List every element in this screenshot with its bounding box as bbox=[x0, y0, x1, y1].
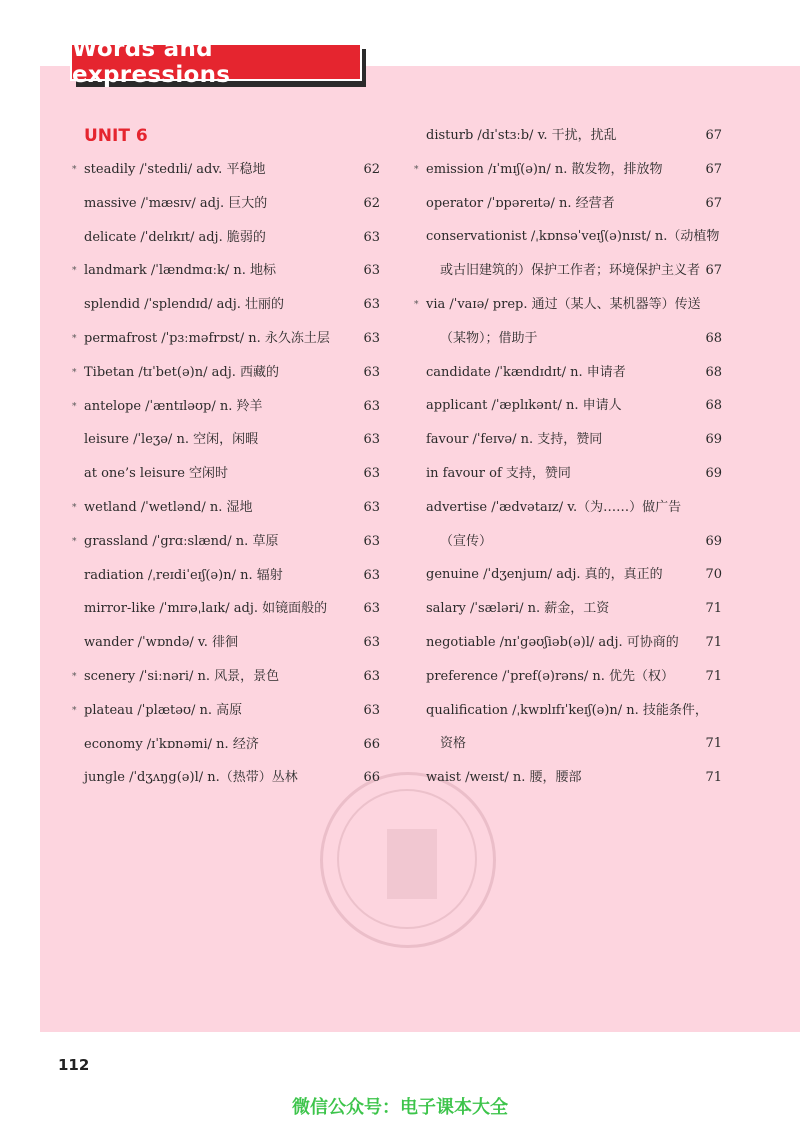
vocab-entry bbox=[70, 191, 380, 217]
vocab-entry-text: favour /ˈfeɪvə/ n. 支持，赞同 bbox=[426, 432, 603, 448]
vocab-entry-page: 71 bbox=[705, 770, 722, 786]
vocab-entry bbox=[70, 563, 380, 589]
vocab-entry-page: 67 bbox=[705, 195, 722, 211]
vocab-entry bbox=[412, 224, 722, 250]
vocab-entry bbox=[412, 292, 722, 318]
vocab-entry-page: 68 bbox=[705, 398, 722, 414]
key-word-star: * bbox=[72, 401, 77, 412]
vocab-entry-text: antelope /ˈæntɪləʊp/ n. 羚羊 bbox=[84, 398, 263, 414]
vocab-entry-page: 63 bbox=[363, 533, 380, 549]
vocab-entry-page: 63 bbox=[363, 500, 380, 515]
vocab-entry-page: 71 bbox=[705, 736, 722, 752]
vocab-entry-text: advertise /ˈædvətaɪz/ v.（为……）做广告 bbox=[426, 499, 682, 515]
vocab-entry bbox=[70, 292, 380, 318]
vocab-entry-text: permafrost /ˈpɜːməfrɒst/ n. 永久冻土层 bbox=[84, 331, 330, 346]
vocab-entry-text: plateau /ˈplætəʊ/ n. 高原 bbox=[84, 702, 243, 718]
section-header bbox=[70, 36, 362, 88]
vocab-entry bbox=[70, 225, 380, 251]
vocab-entry bbox=[412, 664, 722, 690]
vocab-entry-text: mirror-like /ˈmɪrəˌlaɪk/ adj. 如镜面般的 bbox=[84, 601, 328, 617]
publisher-seal-watermark bbox=[320, 772, 496, 948]
vocab-entry bbox=[70, 630, 380, 656]
vocab-entry-page: 67 bbox=[705, 128, 722, 143]
vocab-entry bbox=[70, 394, 380, 420]
key-word-star: * bbox=[72, 672, 77, 682]
vocab-entry-text: 资格 bbox=[440, 736, 467, 752]
vocab-entry-page: 62 bbox=[363, 195, 380, 211]
vocab-entry-page: 63 bbox=[363, 466, 380, 482]
vocab-entry-text: wetland /ˈwetlənd/ n. 湿地 bbox=[84, 500, 253, 515]
vocab-entry bbox=[70, 258, 380, 284]
footer-watermark-text: 微信公众号：电子课本大全 bbox=[292, 1097, 508, 1118]
vocab-entry-text: candidate /ˈkændɪdɪt/ n. 申请者 bbox=[426, 364, 626, 380]
vocab-entry bbox=[70, 596, 380, 622]
key-word-star: * bbox=[414, 300, 419, 310]
key-word-star: * bbox=[72, 503, 77, 513]
vocab-entry-text: radiation /ˌreɪdiˈeɪʃ(ə)n/ n. 辐射 bbox=[84, 567, 283, 583]
vocab-entry bbox=[412, 123, 722, 149]
vocab-entry-text: waist /weɪst/ n. 腰，腰部 bbox=[426, 770, 582, 786]
vocab-entry-page: 71 bbox=[705, 601, 722, 617]
key-word-star: * bbox=[72, 367, 77, 378]
vocab-entry-page: 63 bbox=[363, 601, 380, 617]
vocab-entry-text: leisure /ˈleʒə/ n. 空闲，闲暇 bbox=[84, 432, 259, 448]
vocab-entry-text: via /ˈvaɪə/ prep. 通过（某人、某机器等）传送 bbox=[426, 297, 701, 312]
vocab-entry bbox=[412, 360, 722, 386]
vocab-entry-page: 68 bbox=[705, 364, 722, 380]
vocab-entry-text: jungle /ˈdʒʌŋg(ə)l/ n.（热带）丛林 bbox=[84, 770, 298, 786]
vocab-entry bbox=[70, 664, 380, 690]
vocab-entry-page: 63 bbox=[363, 669, 380, 684]
vocab-entry-text: negotiable /nɪˈgəʊʃiəb(ə)l/ adj. 可协商的 bbox=[426, 635, 679, 650]
vocab-entry bbox=[412, 326, 722, 352]
vocab-entry-text: （某物）；借助于 bbox=[440, 330, 538, 346]
vocab-entry-text: 或古旧建筑的）保护工作者；环境保护主义者 bbox=[440, 263, 701, 279]
vocab-entry-text: applicant /ˈæplɪkənt/ n. 申请人 bbox=[426, 398, 622, 414]
vocab-entry-page: 63 bbox=[363, 229, 380, 245]
vocab-entry bbox=[412, 562, 722, 588]
vocab-entry-text: economy /ɪˈkɒnəmi/ n. 经济 bbox=[84, 736, 259, 752]
vocab-entry-text: at one’s leisure 空闲时 bbox=[84, 466, 229, 482]
vocab-entry bbox=[70, 326, 380, 352]
vocab-entry bbox=[412, 698, 722, 724]
vocab-entry-text: grassland /ˈgrɑːslænd/ n. 草原 bbox=[84, 533, 279, 549]
vocab-entry-page: 66 bbox=[363, 770, 380, 786]
vocab-entry bbox=[412, 427, 722, 453]
vocab-entry-text: disturb /dɪˈstɜːb/ v. 干扰，扰乱 bbox=[426, 128, 617, 143]
vocab-entry bbox=[412, 191, 722, 217]
vocab-entry-page: 71 bbox=[705, 668, 722, 684]
page-number: 112 bbox=[58, 1056, 90, 1074]
vocab-entry-page: 68 bbox=[705, 330, 722, 346]
vocab-entry bbox=[70, 427, 380, 453]
vocab-entry bbox=[412, 630, 722, 656]
vocab-entry-page: 69 bbox=[705, 533, 722, 549]
vocab-entry bbox=[412, 157, 722, 183]
vocab-entry-page: 70 bbox=[705, 567, 722, 583]
vocab-entry-page: 63 bbox=[363, 567, 380, 583]
section-header-title: Words and expressions bbox=[72, 36, 231, 88]
vocab-entry bbox=[412, 731, 722, 757]
vocab-entry bbox=[70, 461, 380, 487]
vocab-entry bbox=[412, 393, 722, 419]
key-word-star: * bbox=[72, 705, 77, 716]
key-word-star: * bbox=[72, 536, 77, 547]
vocab-entry-text: （宣传） bbox=[440, 533, 493, 549]
vocab-entry-page: 63 bbox=[363, 331, 380, 346]
vocab-entry bbox=[70, 698, 380, 724]
vocab-entry-page: 62 bbox=[363, 162, 380, 177]
vocab-entry-page: 63 bbox=[363, 432, 380, 448]
vocab-entry-text: splendid /ˈsplendɪd/ adj. 壮丽的 bbox=[84, 297, 285, 313]
vocab-entry bbox=[412, 765, 722, 791]
vocab-entry-text: genuine /ˈdʒenjuɪn/ adj. 真的，真正的 bbox=[426, 567, 663, 583]
vocab-entry bbox=[70, 360, 380, 386]
vocab-entry bbox=[412, 461, 722, 487]
vocab-entry-text: massive /ˈmæsɪv/ adj. 巨大的 bbox=[84, 195, 268, 211]
vocab-entry-page: 69 bbox=[705, 466, 722, 481]
vocab-entry bbox=[412, 529, 722, 555]
vocab-entry bbox=[70, 732, 380, 758]
vocab-entry-text: conservationist /ˌkɒnsəˈveɪʃ(ə)nɪst/ n.（动植物 bbox=[426, 229, 720, 245]
vocab-entry-text: emission /ɪˈmɪʃ(ə)n/ n. 散发物，排放物 bbox=[426, 161, 663, 177]
vocab-entry-page: 63 bbox=[363, 263, 380, 279]
vocab-entry bbox=[412, 258, 722, 284]
vocab-entry-page: 67 bbox=[705, 263, 722, 279]
vocab-entry-text: in favour of 支持，赞同 bbox=[426, 466, 571, 481]
vocab-entry-text: operator /ˈɒpəreɪtə/ n. 经营者 bbox=[426, 195, 615, 211]
vocab-entry bbox=[70, 529, 380, 555]
vocab-entry-page: 63 bbox=[363, 398, 380, 414]
vocab-entry-text: scenery /ˈsiːnəri/ n. 风景，景色 bbox=[84, 669, 280, 684]
vocab-entry-text: wander /ˈwɒndə/ v. 徘徊 bbox=[84, 635, 238, 651]
vocab-entry bbox=[412, 495, 722, 521]
vocab-entry-text: qualification /ˌkwɒlɪfɪˈkeɪʃ(ə)n/ n. 技能条件， bbox=[426, 702, 708, 718]
vocab-entry bbox=[70, 495, 380, 521]
vocab-entry-page: 69 bbox=[705, 432, 722, 448]
key-word-star: * bbox=[414, 164, 419, 175]
vocab-entry bbox=[70, 157, 380, 183]
vocab-entry bbox=[412, 596, 722, 622]
vocab-entry-page: 63 bbox=[363, 297, 380, 313]
key-word-star: * bbox=[72, 334, 77, 344]
vocab-entry-page: 66 bbox=[363, 736, 380, 752]
vocab-entry-text: Tibetan /tɪˈbet(ə)n/ adj. 西藏的 bbox=[84, 364, 279, 380]
unit-title: UNIT 6 bbox=[84, 126, 148, 146]
vocab-entry-page: 63 bbox=[363, 364, 380, 380]
vocab-entry-text: preference /ˈpref(ə)rəns/ n. 优先（权） bbox=[426, 668, 675, 684]
vocab-entry-text: landmark /ˈlændmɑːk/ n. 地标 bbox=[84, 263, 276, 279]
vocab-entry bbox=[70, 765, 380, 791]
vocab-entry-page: 63 bbox=[363, 635, 380, 651]
vocab-entry-text: delicate /ˈdelɪkɪt/ adj. 脆弱的 bbox=[84, 229, 266, 245]
seal-inner-ring bbox=[337, 789, 477, 929]
key-word-star: * bbox=[72, 165, 77, 175]
vocab-entry-text: salary /ˈsæləri/ n. 薪金，工资 bbox=[426, 601, 610, 617]
vocab-entry-page: 67 bbox=[705, 161, 722, 177]
vocab-entry-text: steadily /ˈstedɪli/ adv. 平稳地 bbox=[84, 162, 266, 177]
vocab-entry-page: 71 bbox=[705, 635, 722, 650]
key-word-star: * bbox=[72, 266, 77, 277]
vocab-entry-page: 63 bbox=[363, 702, 380, 718]
seal-emblem bbox=[387, 829, 437, 899]
